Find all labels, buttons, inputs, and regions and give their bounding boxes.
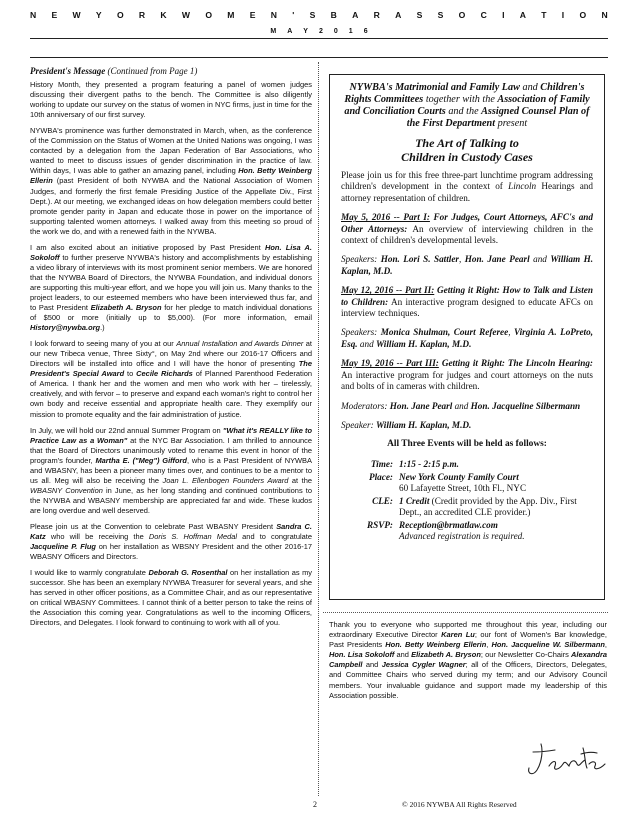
masthead-letter: A: [519, 10, 526, 20]
rsvp-email-link[interactable]: Reception@brmatlaw.com: [399, 519, 498, 530]
masthead-letter: W: [181, 10, 191, 20]
masthead-letter: O: [579, 10, 587, 20]
date-letter: A: [287, 28, 293, 35]
issue-date: [30, 28, 608, 35]
paragraph: I am also excited about an initiative proposed by Past President Hon. Lisa A. Sokoloff to further preserve NYWBA's history and accomplishments by establishing a video library of interviews with its most prominent senior members. We are honored that the NYWBA Board of Directors, the NYWBA Foundation, and individual donors are supporting this multi-year effort, and we hope you will join us. Many thanks to the project leaders, to our esteemed members who have been interviewed thus far, and to Past President Elizabeth A. Bryson for her pledge to match individual donations of $500 or more (initially up to $5,000). (For more information, email History@nywba.org.): [30, 242, 312, 333]
masthead-letter: E: [51, 10, 58, 20]
column-divider: [318, 62, 319, 796]
masthead-letter: W: [72, 10, 81, 20]
masthead-letter: ': [292, 10, 295, 20]
masthead-letter: R: [373, 10, 380, 20]
session-part-3: May 19, 2016 -- Part III: Getting it Right: The Lincoln Hearing: An interactive program for judges and court attorneys on the nuts and bolts of in cameras with children.: [341, 358, 593, 392]
date-letter: 0: [333, 28, 338, 35]
masthead-letter: I: [502, 10, 505, 20]
masthead-letter: Y: [95, 10, 102, 20]
date-letter: M: [270, 28, 277, 35]
event-intro: Please join us for this free three-part lunchtime program addressing children's development in the context of Lincoln Hearings and attorney representation of children.: [341, 170, 593, 203]
session-part-2-speakers: Speakers: Monica Shulman, Court Referee, Virginia A. LoPreto, Esq. and William H. Kaplan, M.D.: [341, 327, 593, 349]
section-heading: [30, 66, 312, 76]
date-letter: 2: [318, 28, 323, 35]
masthead-letter: I: [561, 10, 565, 20]
masthead-rule-bottom: [30, 57, 608, 58]
paragraph: I would like to warmly congratulate Deborah G. Rosenthal on her installation as my successor. She has been an exemplary NYWBA Treasurer for several years, and she has served in other officer positions, as a Committee Chair, and as our representative on critical WBASNY Committees. I cannot think of a better person to take the reins of the Association this coming year. Congratulations as well to the incoming Officers, Directors, and Delegates. I look forward to continuing to work with all of you.: [30, 568, 313, 628]
event-rsvp: RSVP: Reception@brmatlaw.com Advanced registration is required.: [366, 519, 525, 541]
masthead-letter: O: [116, 10, 124, 20]
event-sponsors: NYWBA's Matrimonial and Family Law and Children's Rights Committees together with the Association of Family and Conciliation Courts and the Assigned Counsel Plan of the First Department present: [344, 82, 590, 129]
masthead-letter: N: [270, 10, 277, 20]
thank-you-paragraph: Thank you to everyone who supported me throughout this year, including our extraordinary Executive Director Karen Lu; our font of Women's Bar knowledge, Past Presidents Hon. Betty Weinberg Ellerin, Hon. Jacqueline W. Silbermann, Hon. Lisa Sokoloff and Elizabeth A. Bryson; our Newsletter Co-Chairs Alexandra Campbell and Jessica Cygler Wagner; all of the Officers, Directors, Delegates, and Committee Chairs who served during my term; and our Advisory Council members. Your invaluable guidance and support made my leadership of this Association possible.: [329, 620, 608, 700]
event-time: Time: 1:15 - 2:15 p.m.: [370, 458, 459, 469]
session-part-3-speaker: Speaker: William H. Kaplan, M.D.: [341, 419, 472, 430]
masthead-letter: T: [541, 10, 547, 20]
paragraph: Please join us at the Convention to celebrate Past WBASNY President Sandra C. Katz who will be receiving the Doris S. Hoffman Medal and to congratulate Jacqueline P. Flug on her installation as WBSNY President and the other 2016-17 WBASNY Officers and Directors.: [30, 521, 312, 562]
heading-continued: (Continued from Page 1): [107, 66, 198, 76]
copyright: © 2016 NYWBA All Rights Reserved: [402, 800, 517, 809]
masthead-letter: C: [480, 10, 487, 20]
masthead-letter: A: [352, 10, 359, 20]
session-part-1: May 5, 2016 -- Part I: For Judges, Court Attorneys, AFC's and Other Attorneys: An overview of interviewing children in the context of children's developmental levels.: [341, 212, 594, 246]
masthead-letter: O: [458, 10, 466, 20]
president-signature: [523, 740, 608, 780]
event-title: The Art of Talking to Children in Custody Cases: [401, 136, 533, 164]
event-place: Place: New York County Family Court 60 Lafayette Street, 10th Fl., NYC: [369, 471, 527, 493]
date-letter: 6: [363, 28, 368, 35]
date-letter: Y: [303, 28, 308, 35]
section-divider: [323, 612, 608, 613]
paragraph: NYWBA's prominence was further demonstrated in March, when, as the conference of the Commission on the Status of Women at the United Nations was ongoing, I was contacted by a delegation from the Japan Federation of Bar Associations, who wanted to meet to discuss issues of gender discrimination in the practice of law. Within days, I was able to gather an amazing panel, including Hon. Betty Weinberg Ellerin (past President of both NYWBA and the National Association of Women Judges, and formerly the first female Presiding Justice of the Appellate Div., First Dept.). At our meeting, we exchanged ideas on how delegation members could better promote gender parity in Japan and educate those in power on the importance of supporting talented women attorneys. I walked away from this meeting so proud of the work we do, and with a renewed faith in the NYWBA.: [30, 126, 312, 236]
masthead-letter: B: [330, 10, 337, 20]
masthead-letter: E: [249, 10, 256, 20]
date-letter: 1: [348, 28, 353, 35]
session-part-3-moderators: Moderators: Hon. Jane Pearl and Hon. Jacqueline Silbermann: [341, 400, 581, 411]
paragraph: I look forward to seeing many of you at our Annual Installation and Awards Dinner at our new Tribeca venue, Three Sixty°, on May 2nd where our 2016-17 Officers and Directors will be installed into office and I will have the honor of presenting The President's Special Award to Cecile Richards of Planned Parenthood Federation of America. I thank her and the women and men who work with her – tirelessly, creatively, and with fervor – to preserve and expand each woman's right to control her own body and receive essential and appropriate health care. They exemplify our mission to promote equality and the fair administration of justice.: [30, 339, 312, 419]
all-events-note: All Three Events will be held as follows:: [387, 439, 547, 450]
session-part-1-speakers: Speakers: Hon. Lori S. Sattler, Hon. Jane Pearl and William H. Kaplan, M.D.: [341, 254, 594, 276]
newsletter-title: [30, 10, 608, 20]
masthead-rule-top: [30, 38, 608, 39]
page-number: 2: [313, 800, 317, 809]
event-cle: CLE: 1 Credit (Credit provided by the App. Div., First Dept., an accredited CLE provider.): [372, 495, 577, 517]
masthead-letter: R: [138, 10, 146, 20]
masthead: [30, 10, 608, 35]
masthead-letter: S: [309, 10, 316, 20]
masthead-letter: N: [601, 10, 608, 20]
heading-bold: President's Message: [30, 66, 106, 76]
history-email-link[interactable]: History@nywba.org: [30, 323, 101, 333]
masthead-letter: A: [395, 10, 402, 20]
paragraph: History Month, they presented a program featuring a panel of women judges discussing their divergent paths to the bench. The Committee is also diligently working to update our survey on the status of women in NYC firms, just in time for the 10th anniversary of our first survey.: [30, 80, 312, 120]
event-announcement-box: [329, 74, 605, 600]
masthead-letter: S: [416, 10, 423, 20]
presidents-message: [30, 66, 312, 634]
masthead-letter: S: [437, 10, 444, 20]
paragraph: In July, we will hold our 22nd annual Summer Program on "What it's REALLY like to Practice Law as a Woman" at the NYC Bar Association. I am thrilled to announce that the Board of Directors unanimously voted to rename this event in honor of the program's founder, Martha E. ("Meg") Gifford, who is a Past President of NYWBA and WBASNY, has been a pioneer many times over, and continues to be a mentor to us all. Meg will also be receiving the Joan L. Ellenbogen Founders Award at the WBASNY Convention in June, as her long standing and continued contributions to the NYWBA and WBASNY membership are appreciated far and wide. These kudos are long overdue and well deserved.: [30, 425, 312, 515]
masthead-letter: N: [30, 10, 37, 20]
session-part-2: May 12, 2016 -- Part II: Getting it Right: How to Talk and Listen to Children: An interactive program designed to educate AFCs on interview techniques.: [341, 285, 594, 319]
masthead-letter: M: [227, 10, 235, 20]
masthead-letter: K: [160, 10, 167, 20]
masthead-letter: O: [205, 10, 212, 20]
